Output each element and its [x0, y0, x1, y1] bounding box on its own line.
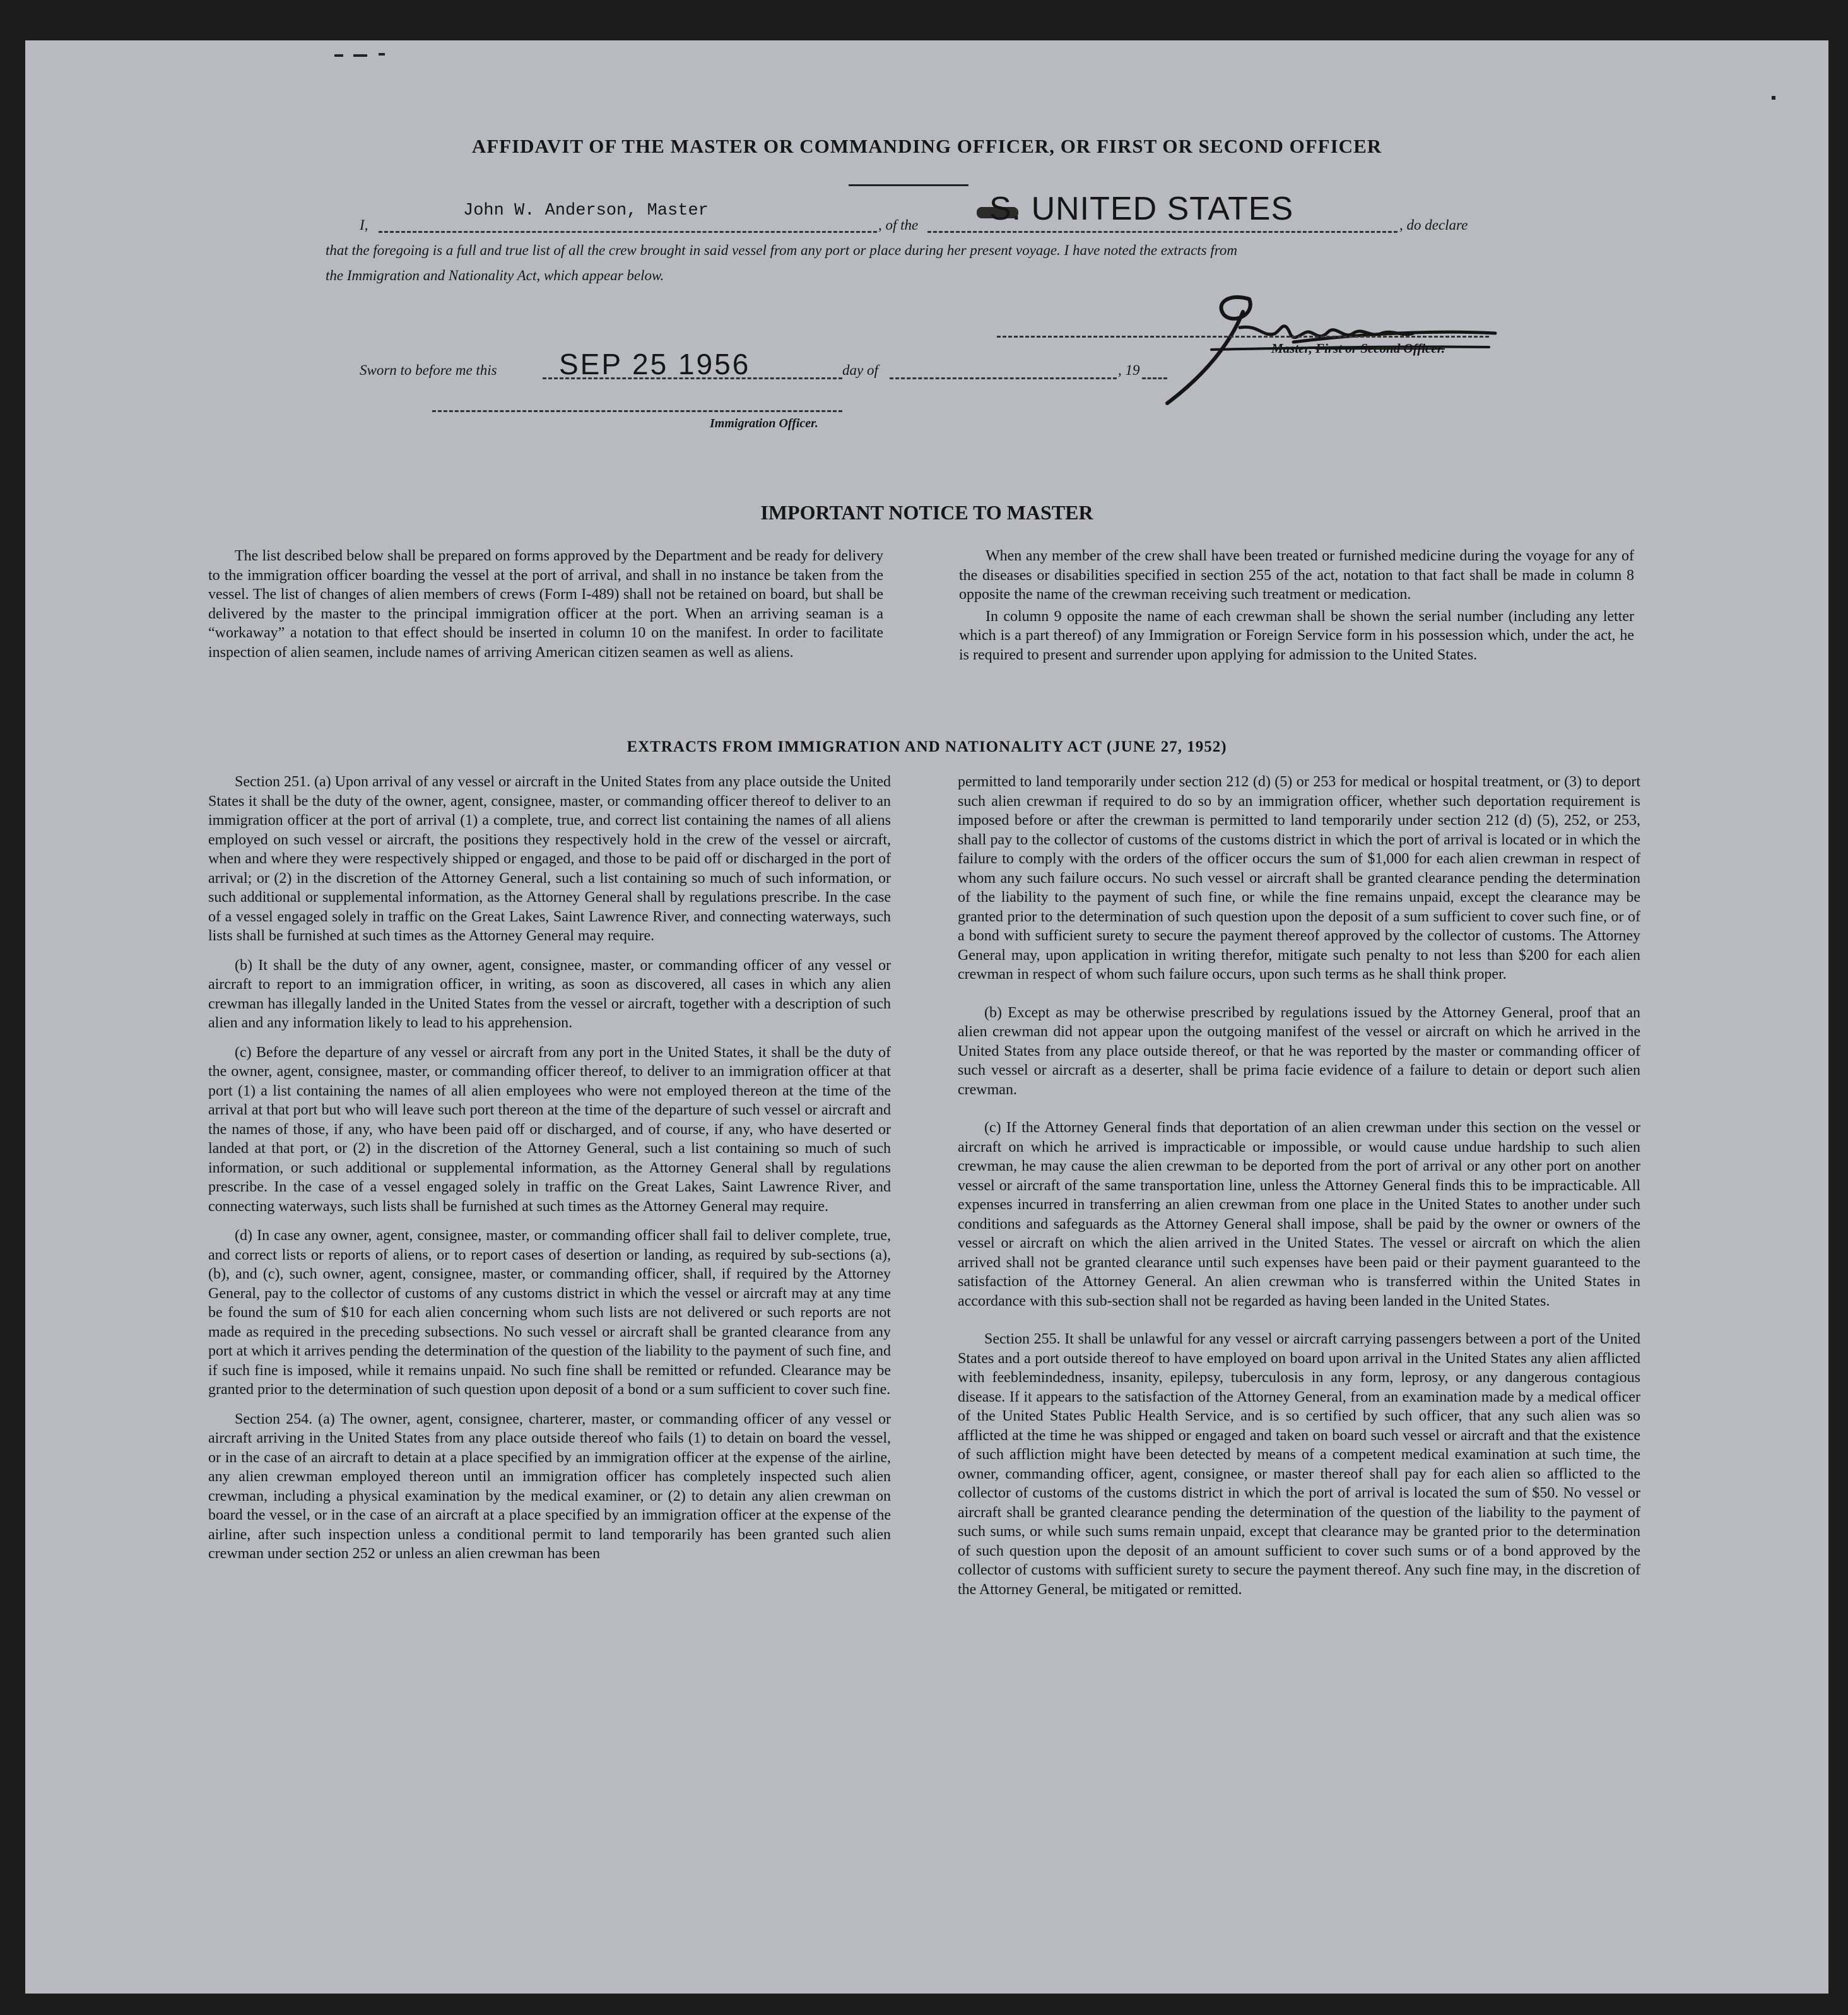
section-254-c: (c) If the Attorney General finds that deportation of an alien crewman under this section on the vessel or aircraft on which he arrived is impracticable or impossible, or would cause undue hardship to such alien crewman, he may cause the alien crewman to be deported from the port of arrival or any other port on another vessel or aircraft of the same transportation line, unless the Attorney General finds this to be impracticable. All expenses incurred in transferring an alien crewman from one place in the United States to another under such conditions and safeguards as the Attorney General shall impose, shall be paid by the owner or owners of the vessel or aircraft on which the alien arrived in the United States. The vessel or aircraft on which the alien arrived shall not be granted clearance until such expenses have been paid or their payment guaranteed to the satisfaction of the Attorney General. An alien crewman who is transferred within the United States in accordance with this sub-section shall not be regarded as having been landed in the United States.	[958, 1120, 1640, 1309]
notice-paragraph: When any member of the crew shall have been treated or furnished medicine during the voyage for any of the diseases or disabilities specified in section 255 of the act, notation to that fact shall be made in column 8 opposite the name of the crewman receiving such treatment or medication.	[959, 548, 1634, 603]
name-field-line	[379, 231, 877, 233]
struck-title: First or Second Officer.	[1315, 341, 1445, 356]
month-field-line	[890, 377, 1117, 379]
notice-title: IMPORTANT NOTICE TO MASTER	[760, 501, 1093, 524]
vessel-name-value: S. UNITED STATES	[989, 191, 1294, 227]
master-name-value: John W. Anderson, Master	[463, 201, 709, 220]
scan-speck	[353, 54, 367, 57]
extracts-title: EXTRACTS FROM IMMIGRATION AND NATIONALITY ACT (JUNE 27, 1952)	[627, 738, 1227, 755]
section-254-a-continued: permitted to land temporarily under section 212 (d) (5) or 253 for medical or hospital treatment, or (3) to deport such alien crewman if required to do so by an immigration officer, whether such deportation requirement is imposed before or after the crewman is permitted to land temporarily under section 212 (d) (5), 252, or 253, shall pay to the collector of customs of the customs district in which the port of arrival is located or in which the failure to comply with the orders of the officer occurs the sum of $1,000 for each alien crewman in respect of whom any such failure occurs. No such vessel or aircraft shall be granted clearance pending the determination of the liability to the payment of such fine, or while the fine remains unpaid, except the clearance may be granted prior to the determination of such question upon the deposit of a sum sufficient to cover such fine, or of a bond with sufficient surety to secure the payment thereof approved by the collector of customs. The Attorney General may, upon application in writing therefor, mitigate such penalty to not less than $200 for each alien crewman in respect of whom such failure occurs, upon such terms as he shall think proper.	[958, 774, 1640, 983]
section-254-b: (b) Except as may be otherwise prescribed by regulations issued by the Attorney General, proof that an alien crewman did not appear upon the outgoing manifest of the vessel or aircraft on which he arrived in the United States from any place outside thereof, or that he was reported by the master or commanding officer of such vessel or aircraft as a deserter, shall be prima facie evidence of a failure to detain or deport such alien crewman.	[958, 1004, 1640, 1098]
section-251-c: (c) Before the departure of any vessel or aircraft from any port in the United States, it shall be the duty of the owner, agent, consignee, master, or commanding officer thereof, to deliver to an immigration officer at that port (1) a list containing the names of all alien employees who were not employed thereon at the time of the arrival at that port but who will leave such port thereon at the time of the departure of such vessel or aircraft and the names of those, if any, who have been paid off or discharged, and of course, if any, who have deserted or landed at that port, or (2) in the discretion of the Attorney General, such a list containing so much of such information, or such additional or supplemental information, as the Attorney General shall by regulations prescribe. In the case of a vessel engaged solely in traffic on the Great Lakes, Saint Lawrence River, and connecting waterways, such lists shall be furnished at such times as the Attorney General may require.	[208, 1044, 891, 1215]
declaration-line-2: the Immigration and Nationality Act, which appear below.	[326, 268, 664, 283]
vessel-field-line	[927, 231, 1398, 233]
extracts-right-column	[958, 772, 1640, 1599]
title-rule	[849, 184, 968, 186]
affidavit-title: AFFIDAVIT OF THE MASTER OR COMMANDING OFFICER, OR FIRST OR SECOND OFFICER	[471, 135, 1382, 157]
master-title: Master,	[1271, 341, 1312, 356]
year-field-line	[1142, 377, 1167, 379]
immigration-officer-label: Immigration Officer.	[710, 417, 818, 430]
i-label: I,	[360, 217, 368, 233]
declaration-line-1: that the foregoing is a full and true list of all the crew brought in said vessel from any port or place during her present voyage. I have noted the extracts from	[326, 242, 1237, 258]
year-label: , 19	[1118, 362, 1140, 378]
notice-paragraph: The list described below shall be prepared on forms approved by the Department and be ready for delivery to the immigration officer boarding the vessel at the port of arrival, and shall in no instance be taken from the vessel. The list of changes of alien members of crews (Form I-489) shall not be retained on board, but shall be delivered by the master to the principal immigration officer at the port. When an arriving seaman is a “workaway” a notation to that effect should be inserted in column 10 on the manifest. In order to facilitate inspection of alien seamen, include names of arriving American citizen seamen as well as aliens.	[208, 548, 883, 661]
signature-line	[997, 336, 1489, 338]
section-251-d: (d) In case any owner, agent, consignee, master, or commanding officer shall fail to deliver complete, true, and correct lists or reports of aliens, or to report cases of desertion or landing, as required by sub-sections (a), (b), and (c), such owner, agent, consignee, master, or commanding officer, shall, if required by the Attorney General, pay to the collector of customs of any customs district in which the vessel or aircraft may at any time be found the sum of $10 for each alien concerning whom such lists are not delivered or such reports are not made as required in the preceding subsections. No such vessel or aircraft shall be granted clearance from any port at which it arrives pending the determination of the question of the liability to the payment of such fine, and if such fine is imposed, while it remains unpaid. No such fine shall be remitted or refunded. Clearance may be granted prior to the determination of such question upon deposit of a bond or a sum sufficient to cover such fine.	[208, 1227, 891, 1398]
sworn-label: Sworn to before me this	[360, 362, 497, 378]
sworn-date-stamp: SEP 25 1956	[559, 348, 751, 381]
master-label	[1271, 341, 1445, 357]
notice-left-column	[208, 547, 883, 662]
section-255: Section 255. It shall be unlawful for any vessel or aircraft carrying passengers between a port of the United States and a port outside thereof to have employed on board upon arrival in the United States any alien afflicted with feeblemindedness, insanity, epilepsy, tuberculosis in any form, leprosy, or any dangerous contagious disease. If it appears to the satisfaction of the Attorney General, from an examination made by a medical officer of the United States Public Health Service, and is so certified by such officer, that any such alien was so afflicted at the time he was shipped or engaged and taken on board such vessel or aircraft and that the existence of such affliction might have been detected by means of a competent medical examination at such time, the owner, commanding officer, agent, consignee, or master thereof shall pay for each alien so afflicted to the collector of customs of the customs district in which the port of arrival is located the sum of $50. No vessel or aircraft shall be granted clearance pending the determination of the question of the liability to the payment of such sums, or while such sums remain unpaid, except that clearance may be granted prior to the determination of such question upon the deposit of an amount sufficient to cover such sums or of a bond approved by the collector of customs with sufficient surety to secure the payment thereof. Any such fine may, in the discretion of the Attorney General, be mitigated or remitted.	[958, 1331, 1640, 1598]
section-251-a: Section 251. (a) Upon arrival of any vessel or aircraft in the United States from any place outside the United States it shall be the duty of the owner, agent, consignee, master, or commanding officer thereof to deliver to an immigration officer at the port of arrival (1) a complete, true, and correct list containing the names of all aliens employed on such vessel or aircraft, the positions they respectively hold in the crew of the vessel or aircraft, when and where they were respectively shipped or engaged, and those to be paid off or discharged in the port of arrival; or (2) in the discretion of the Attorney General, such a list containing so much of such information, or such additional or supplemental information, as the Attorney General shall by regulations prescribe. In the case of a vessel engaged solely in traffic on the Great Lakes, Saint Lawrence River, and connecting waterways, such lists shall be furnished at such times as the Attorney General may require.	[208, 774, 891, 944]
section-251-b: (b) It shall be the duty of any owner, agent, consignee, master, or commanding officer of any vessel or aircraft to report to an immigration officer, in writing, as soon as discovered, all cases in which any alien crewman has illegally landed in the United States from the vessel or aircraft, together with a description of such alien and any information likely to lead to his apprehension.	[208, 957, 891, 1031]
officer-signature-line	[432, 410, 842, 412]
document-page	[25, 40, 1828, 1994]
scan-speck	[1772, 96, 1775, 100]
scan-speck	[379, 53, 385, 56]
day-of-label: day of	[842, 362, 878, 378]
scan-speck	[334, 54, 343, 57]
notice-right-column	[959, 547, 1634, 665]
notice-paragraph: In column 9 opposite the name of each crewman shall be shown the serial number (including any letter which is a part thereof) of any Immigration or Foreign Service form in his possession which, under the act, he is required to present and surrender upon applying for admission to the United States.	[959, 608, 1634, 663]
of-the-label: , of the	[878, 217, 919, 233]
do-declare-label: , do declare	[1399, 217, 1468, 233]
section-254-a: Section 254. (a) The owner, agent, consignee, charterer, master, or commanding officer of any vessel or aircraft arriving in the United States from any place outside thereof who fails (1) to detain on board the vessel, or in the case of an aircraft to detain at a place specified by an immigration officer at the expense of the airline, any alien crewman employed thereon until an immigration officer has completely inspected such alien crewman, including a physical examination by the medical examiner, or (2) to detain any alien crewman on board the vessel, or in the case of an aircraft at a place specified by an immigration officer at the expense of the airline, after such inspection unless a conditional permit to land temporarily has been granted such alien crewman under section 252 or unless an alien crewman has been	[208, 1410, 891, 1562]
extracts-left-column	[208, 772, 891, 1564]
